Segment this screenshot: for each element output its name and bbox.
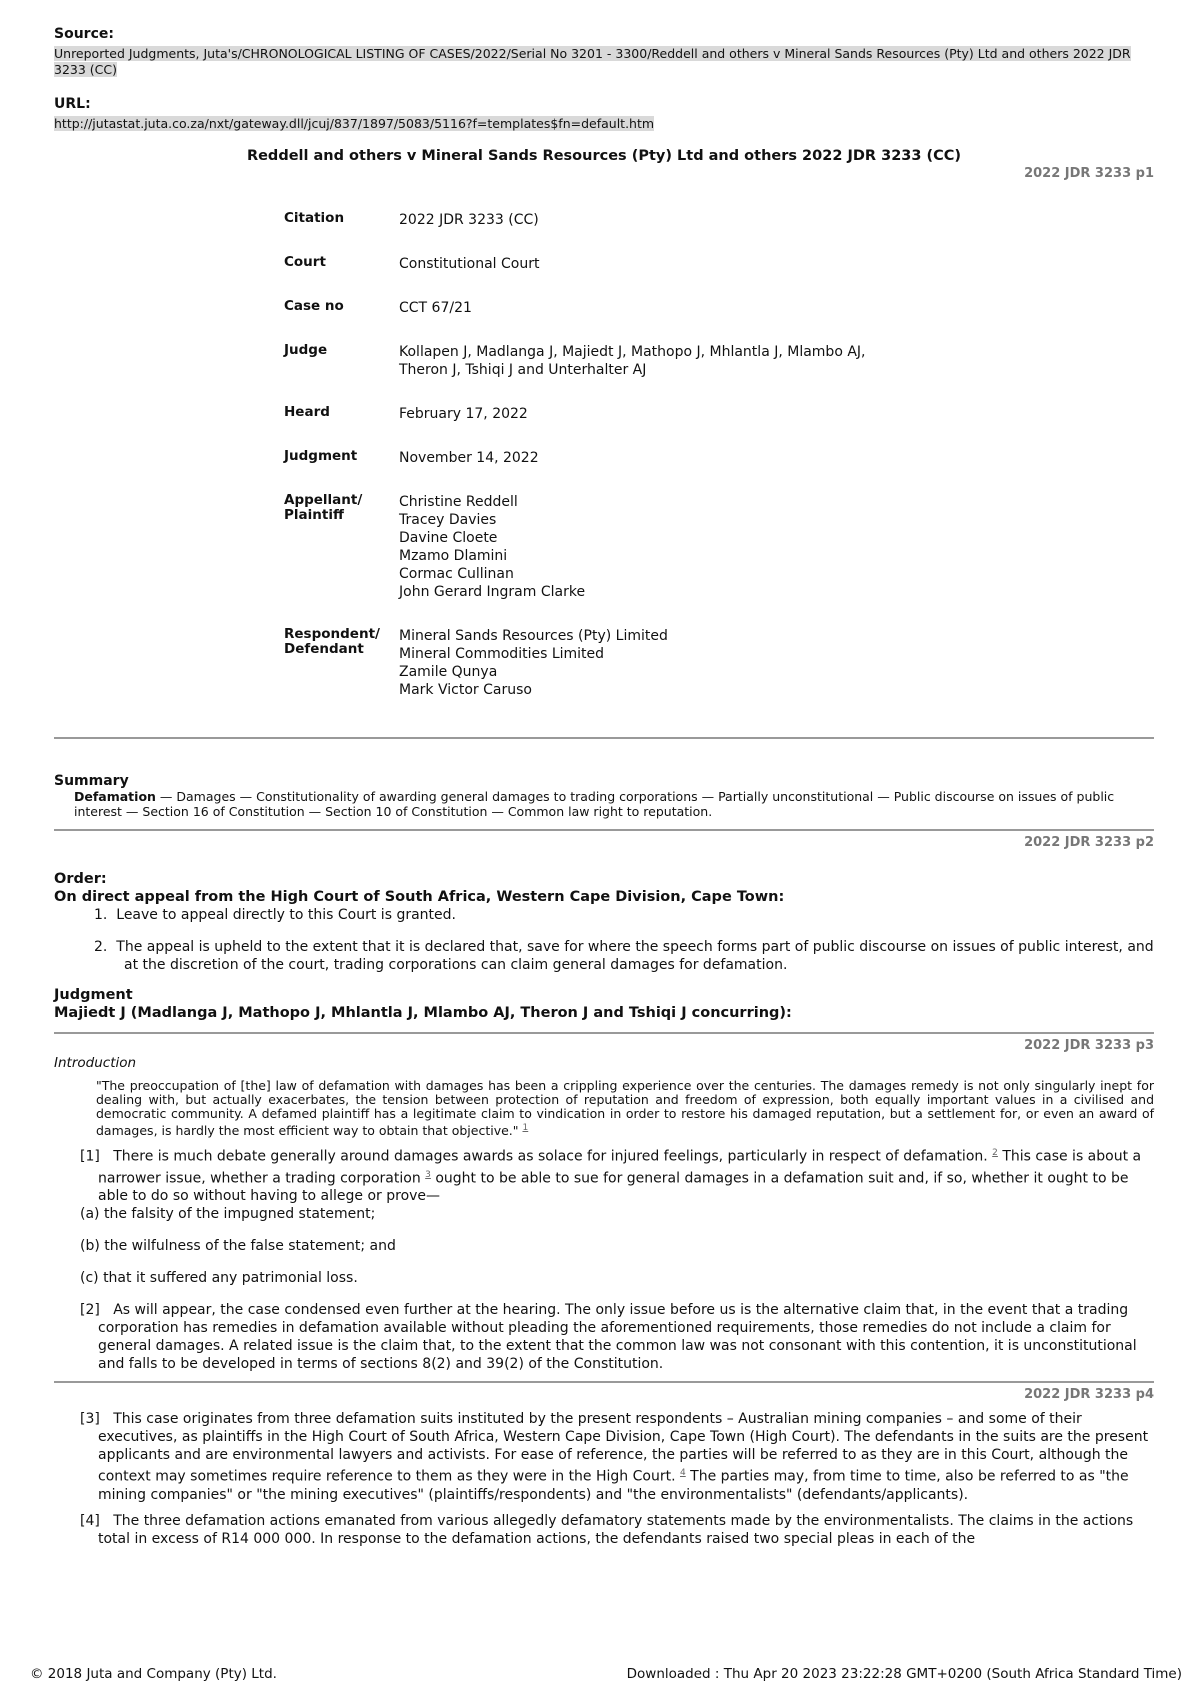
paragraph-number: [4] <box>80 1513 100 1530</box>
heard-label: Heard <box>284 404 330 420</box>
quote-text: "The preoccupation of [the] law of defamation with damages has been a crippling experience over the centuries. The damages remedy is not only singularly inept for dealing with, but actually exacerbates, the tension between protection of reputation and freedom of expression, both equally important values in a civilised and democratic community. A defamed plaintiff has a legitimate claim to vindication in order to restore his damaged reputation, but a settlement for, or even an award of damages, is hardly the most efficient way to obtain that objective." <box>96 1078 1154 1139</box>
order-item <box>94 938 1154 974</box>
summary-heading: Summary <box>54 773 129 789</box>
paragraph-text: As will appear, the case condensed even further at the hearing. The only issue before us is the alternative claim that, in the event that a trading corporation has remedies in defamation available without pleading the aforementioned requirements, those remedies do not include a claim for general damages. A related issue is the claim that, to the extent that the common law was not consonant with this contention, it is unconstitutional and falls to be developed in terms of sections 8(2) and 39(2) of the Constitution. <box>98 1302 1137 1373</box>
sub-item-c: (c) that it suffered any patrimonial loss. <box>80 1270 358 1287</box>
respondent-name: Mineral Commodities Limited <box>399 646 605 662</box>
appellant-name: Davine Cloete <box>399 530 498 546</box>
footer-downloaded: Downloaded : Thu Apr 20 2023 23:22:28 GMT+0200 (South Africa Standard Time) <box>626 1666 1182 1682</box>
appellant-label-1: Appellant/ <box>284 492 363 508</box>
footnote-ref[interactable]: 1 <box>522 1123 529 1133</box>
order-subheading: On direct appeal from the High Court of South Africa, Western Cape Division, Cape Town: <box>54 889 785 905</box>
appellant-label-2: Plaintiff <box>284 507 344 523</box>
footnote-ref[interactable]: 2 <box>992 1148 998 1159</box>
order-list <box>54 906 1154 974</box>
paragraph-4 <box>80 1512 1154 1548</box>
case-no-value: CCT 67/21 <box>399 300 472 316</box>
summary-text <box>74 789 1154 819</box>
paragraph-text: There is much debate generally around damages awards as solace for injured feelings, particularly in respect of defamation. <box>113 1148 988 1165</box>
paragraph-text: ought to be able to sue for general damages in a defamation suit and, if so, whether it ought to be able to do so without having to allege or prove— <box>98 1170 1129 1205</box>
paragraph-2 <box>80 1301 1154 1373</box>
court-label: Court <box>284 254 326 270</box>
paragraph-number: [2] <box>80 1302 100 1319</box>
order-heading: Order: <box>54 871 107 887</box>
summary-keyword: Defamation <box>74 789 156 804</box>
appellant-name: Christine Reddell <box>399 494 518 510</box>
footnote-ref[interactable]: 3 <box>425 1169 431 1180</box>
judgment-date-value: November 14, 2022 <box>399 450 539 466</box>
order-number: 2. <box>94 939 108 955</box>
divider <box>54 737 1154 739</box>
paragraph-number: [1] <box>80 1148 100 1165</box>
paragraph-3 <box>80 1410 1154 1504</box>
court-value: Constitutional Court <box>399 256 540 272</box>
page-ref-p1: 2022 JDR 3233 p1 <box>1024 166 1154 181</box>
appellant-name: Cormac Cullinan <box>399 566 514 582</box>
introduction-heading: Introduction <box>54 1055 137 1071</box>
source-label: Source: <box>54 26 114 42</box>
judgment-heading: Judgment <box>54 987 133 1003</box>
divider <box>54 1032 1154 1034</box>
paragraph-text: This case is about a narrower issue, whether a trading corporation <box>98 1148 1142 1187</box>
judgment-date-label: Judgment <box>284 448 358 464</box>
paragraph-text: The three defamation actions emanated from various allegedly defamatory statements made by the environmentalists. The claims in the actions total in excess of R14 000 000. In response to the defamation actions, the defendants raised two special pleas in each of the <box>98 1513 1134 1548</box>
judge-line-1: Kollapen J, Madlanga J, Majiedt J, Mathopo J, Mhlantla J, Mlambo AJ, <box>399 344 866 360</box>
page-ref-p3: 2022 JDR 3233 p3 <box>1024 1038 1154 1053</box>
citation-label: Citation <box>284 210 345 226</box>
footnote-ref[interactable]: 4 <box>679 1468 686 1479</box>
paragraph-1 <box>80 1144 1154 1205</box>
judge-line-2: Theron J, Tshiqi J and Unterhalter AJ <box>399 362 647 378</box>
order-item <box>94 906 1154 924</box>
respondent-name: Zamile Qunya <box>399 664 498 680</box>
paragraph-text: This case originates from three defamation suits instituted by the present respondents – Australian mining companies – and some of their executives, as plaintiffs in the High Court of South Africa, Western Cape Division, Cape Town (High Court). The defendants in the suits are the present applicants and are environmental lawyers and activists. For ease of reference, the parties will be referred to as they are in this Court, although the context may sometimes require reference to them as they were in the High Court. <box>98 1411 1149 1486</box>
divider <box>54 1381 1154 1383</box>
paragraph-text: The parties may, from time to time, also be referred to as "the mining companies" or "the mining executives" (plaintiffs/respondents) and "the environmentalists" (defendants/applicants). <box>98 1469 1129 1504</box>
sub-item-a: (a) the falsity of the impugned statement; <box>80 1206 376 1223</box>
page-ref-p2: 2022 JDR 3233 p2 <box>1024 835 1154 850</box>
judgment-author: Majiedt J (Madlanga J, Mathopo J, Mhlantla J, Mlambo AJ, Theron J and Tshiqi J concurring): <box>54 1005 792 1021</box>
summary-body: — Damages — Constitutionality of awarding general damages to trading corporations — Partially unconstitutional — Public discourse on issues of public interest — Section 16 of Constitution — Section 10 of Constitution — Common law right to reputation. <box>74 789 1115 819</box>
source-text: Unreported Judgments, Juta's/CHRONOLOGICAL LISTING OF CASES/2022/Serial No 3201 - 3300/Reddell and others v Mineral Sands Resources (Pty) Ltd and others 2022 JDR 3233 (CC) <box>54 46 1131 77</box>
order-number: 1. <box>94 907 108 923</box>
case-no-label: Case no <box>284 298 344 314</box>
appellant-name: Tracey Davies <box>399 512 497 528</box>
footer-copyright: © 2018 Juta and Company (Pty) Ltd. <box>30 1666 277 1682</box>
case-title: Reddell and others v Mineral Sands Resources (Pty) Ltd and others 2022 JDR 3233 (CC) <box>246 148 962 164</box>
respondent-label-2: Defendant <box>284 641 364 657</box>
url-link[interactable]: http://jutastat.juta.co.za/nxt/gateway.dll/jcuj/837/1897/5083/5116?f=templates$fn=default.htm <box>54 116 655 131</box>
appellant-name: Mzamo Dlamini <box>399 548 508 564</box>
respondent-name: Mark Victor Caruso <box>399 682 532 698</box>
appellant-name: John Gerard Ingram Clarke <box>399 584 586 600</box>
respondent-label-1: Respondent/ <box>284 626 380 642</box>
sub-item-b: (b) the wilfulness of the false statement; and <box>80 1238 396 1255</box>
opening-quote <box>96 1079 1154 1138</box>
paragraph-number: [3] <box>80 1411 100 1428</box>
respondent-name: Mineral Sands Resources (Pty) Limited <box>399 628 668 644</box>
order-text: The appeal is upheld to the extent that it is declared that, save for where the speech forms part of public discourse on issues of public interest, and at the discretion of the court, trading corporations can claim general damages for defamation. <box>116 939 1154 973</box>
divider <box>54 829 1154 831</box>
document-page <box>54 26 1154 1548</box>
judge-label: Judge <box>284 342 328 358</box>
url-label: URL: <box>54 96 91 112</box>
citation-value: 2022 JDR 3233 (CC) <box>399 212 539 228</box>
heard-value: February 17, 2022 <box>399 406 528 422</box>
page-ref-p4: 2022 JDR 3233 p4 <box>1024 1387 1154 1403</box>
order-text: Leave to appeal directly to this Court is granted. <box>116 907 456 923</box>
case-metadata-table <box>284 211 866 699</box>
